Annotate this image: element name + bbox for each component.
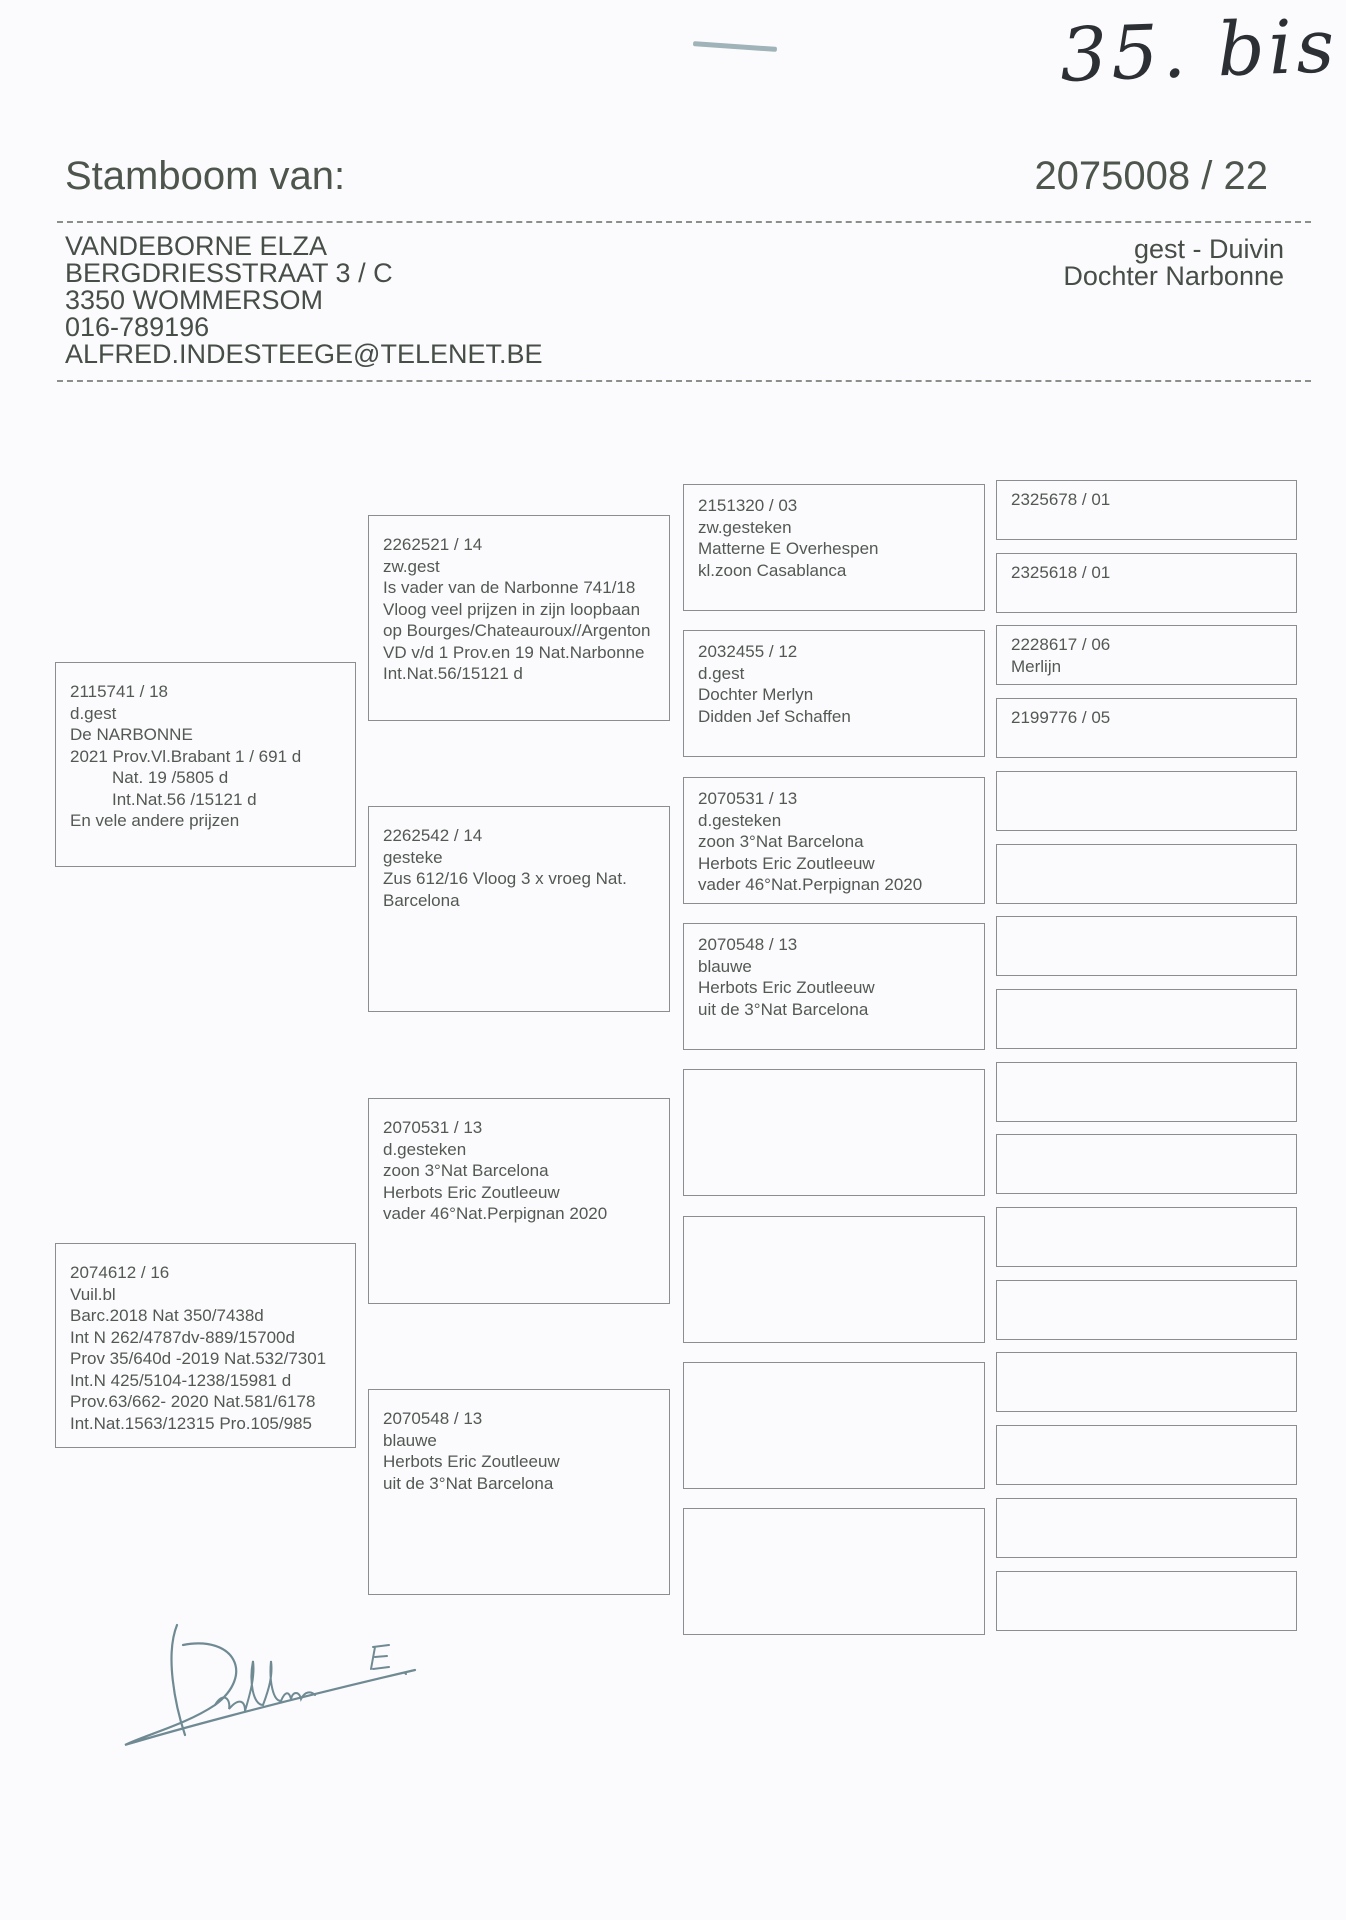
pen-mark — [693, 41, 777, 52]
pedigree-line: Herbots Eric Zoutleeuw — [383, 1182, 560, 1202]
pedigree-line: 2021 Prov.Vl.Brabant 1 / 691 d — [70, 746, 302, 766]
ring-number: 2075008 / 22 — [1034, 154, 1268, 198]
pedigree-line: Herbots Eric Zoutleeuw — [698, 853, 875, 873]
pedigree-line: Is vader van de Narbonne 741/18 — [383, 578, 636, 597]
owner-street: BERGDRIESSTRAAT 3 / C — [65, 258, 393, 288]
grandparent-box — [368, 1389, 670, 1595]
pedigree-line: d.gesteken — [383, 1139, 467, 1159]
pedigree-line: zw.gesteken — [698, 517, 792, 537]
ring-number: 2325618 / 01 — [1011, 563, 1111, 582]
signature — [105, 1615, 435, 1755]
pedigree-line: Int N 262/4787dv-889/15700d — [70, 1327, 295, 1347]
pigeon-info — [1063, 236, 1284, 290]
pedigree-line: vader 46°Nat.Perpignan 2020 — [698, 875, 923, 894]
great-great-grandparent-box — [996, 480, 1297, 540]
pigeon-description: Dochter Narbonne — [1063, 261, 1284, 291]
great-grandparent-box — [683, 777, 985, 904]
ring-number: 2262521 / 14 — [383, 535, 483, 554]
pedigree-line: d.gest — [698, 663, 745, 683]
pedigree-line: uit de 3°Nat Barcelona — [383, 1473, 554, 1493]
pigeon-color-sex: gest - Duivin — [1133, 234, 1284, 264]
pedigree-line: d.gest — [70, 703, 117, 723]
pedigree-line: Prov 35/640d -2019 Nat.532/7301 — [70, 1349, 327, 1368]
grandparent-box — [368, 1098, 670, 1304]
great-grandparent-box — [683, 923, 985, 1050]
pedigree-line: blauwe — [698, 956, 752, 976]
pedigree-line: Didden Jef Schaffen — [698, 706, 851, 726]
ring-number: 2070548 / 13 — [383, 1409, 483, 1428]
great-great-grandparent-box — [996, 1134, 1297, 1194]
great-grandparent-box — [683, 1069, 985, 1196]
ring-number: 2074612 / 16 — [70, 1263, 170, 1282]
pedigree-line: zw.gest — [383, 556, 440, 576]
ring-number: 2070548 / 13 — [698, 935, 798, 954]
owner-phone: 016-789196 — [65, 312, 210, 342]
ring-number: 2070531 / 13 — [698, 789, 798, 808]
owner-email: ALFRED.INDESTEEGE@TELENET.BE — [65, 339, 543, 369]
great-grandparent-box — [683, 1216, 985, 1343]
pedigree-line: Herbots Eric Zoutleeuw — [383, 1452, 560, 1471]
great-great-grandparent-box — [996, 1062, 1297, 1122]
pedigree-line: d.gesteken — [698, 810, 782, 830]
owner-city: 3350 WOMMERSOM — [65, 285, 324, 315]
great-great-grandparent-box — [996, 916, 1297, 976]
pedigree-line: zoon 3°Nat Barcelona — [698, 832, 864, 851]
pedigree-line: kl.zoon Casablanca — [698, 560, 847, 580]
great-great-grandparent-box — [996, 771, 1297, 831]
ring-number: 2070531 / 13 — [383, 1118, 483, 1137]
pedigree-line: Barc.2018 Nat 350/7438d — [70, 1306, 264, 1325]
pedigree-line: Nat. 19 /5805 d — [112, 768, 229, 787]
ring-number: 2262542 / 14 — [383, 826, 483, 845]
pedigree-line: Matterne E Overhespen — [698, 539, 879, 558]
parent-box — [55, 1243, 356, 1448]
great-great-grandparent-box — [996, 1352, 1297, 1412]
page-title: Stamboom van: — [65, 154, 346, 198]
pedigree-line: Zus 612/16 Vloog 3 x vroeg Nat. — [383, 869, 627, 888]
divider-bottom — [57, 380, 1311, 382]
great-great-grandparent-box — [996, 1571, 1297, 1631]
pedigree-line: Vuil.bl — [70, 1284, 116, 1304]
pedigree-line: blauwe — [383, 1430, 437, 1450]
great-great-grandparent-box — [996, 989, 1297, 1049]
divider-top — [57, 221, 1311, 223]
pedigree-line: Barcelona — [383, 890, 460, 910]
pedigree-line: gesteke — [383, 847, 443, 867]
ring-number: 2151320 / 03 — [698, 496, 798, 515]
pedigree-line: op Bourges/Chateauroux//Argenton — [383, 621, 651, 640]
ring-number: 2325678 / 01 — [1011, 490, 1111, 509]
pedigree-line: uit de 3°Nat Barcelona — [698, 999, 869, 1019]
pedigree-line: Int.Nat.56/15121 d — [383, 664, 523, 683]
pedigree-line: zoon 3°Nat Barcelona — [383, 1161, 549, 1180]
parent-box — [55, 662, 356, 867]
great-grandparent-box — [683, 630, 985, 757]
great-great-grandparent-box — [996, 698, 1297, 758]
pedigree-line: Herbots Eric Zoutleeuw — [698, 978, 875, 997]
pedigree-line: VD v/d 1 Prov.en 19 Nat.Narbonne — [383, 642, 645, 662]
great-great-grandparent-box — [996, 625, 1297, 685]
pedigree-line: vader 46°Nat.Perpignan 2020 — [383, 1204, 608, 1223]
owner-name: VANDEBORNE ELZA — [65, 231, 328, 261]
pedigree-line: Dochter Merlyn — [698, 685, 814, 704]
great-grandparent-box — [683, 1508, 985, 1635]
pedigree-line: De NARBONNE — [70, 725, 193, 744]
pedigree-line: Int.Nat.1563/12315 Pro.105/985 — [70, 1413, 312, 1433]
pedigree-line: Vloog veel prijzen in zijn loopbaan — [383, 599, 641, 619]
great-great-grandparent-box — [996, 553, 1297, 613]
great-great-grandparent-box — [996, 844, 1297, 904]
ring-number: 2032455 / 12 — [698, 642, 798, 661]
handwritten-annotation: 35. bis — [1058, 3, 1340, 99]
great-grandparent-box — [683, 484, 985, 611]
great-great-grandparent-box — [996, 1280, 1297, 1340]
ring-number: 2228617 / 06 — [1011, 635, 1111, 654]
great-grandparent-box — [683, 1362, 985, 1489]
pedigree-line: Int.N 425/5104-1238/15981 d — [70, 1370, 292, 1390]
pedigree-line: Prov.63/662- 2020 Nat.581/6178 — [70, 1392, 316, 1411]
pedigree-line: En vele andere prijzen — [70, 811, 240, 830]
owner-block — [65, 233, 543, 368]
ring-number: 2115741 / 18 — [70, 682, 168, 701]
great-great-grandparent-box — [996, 1498, 1297, 1558]
great-great-grandparent-box — [996, 1425, 1297, 1485]
pedigree-line: Int.Nat.56 /15121 d — [112, 789, 257, 809]
great-great-grandparent-box — [996, 1207, 1297, 1267]
ring-number: 2199776 / 05 — [1011, 708, 1111, 727]
pedigree-line: Merlijn — [1011, 656, 1062, 676]
grandparent-box — [368, 515, 670, 721]
grandparent-box — [368, 806, 670, 1012]
